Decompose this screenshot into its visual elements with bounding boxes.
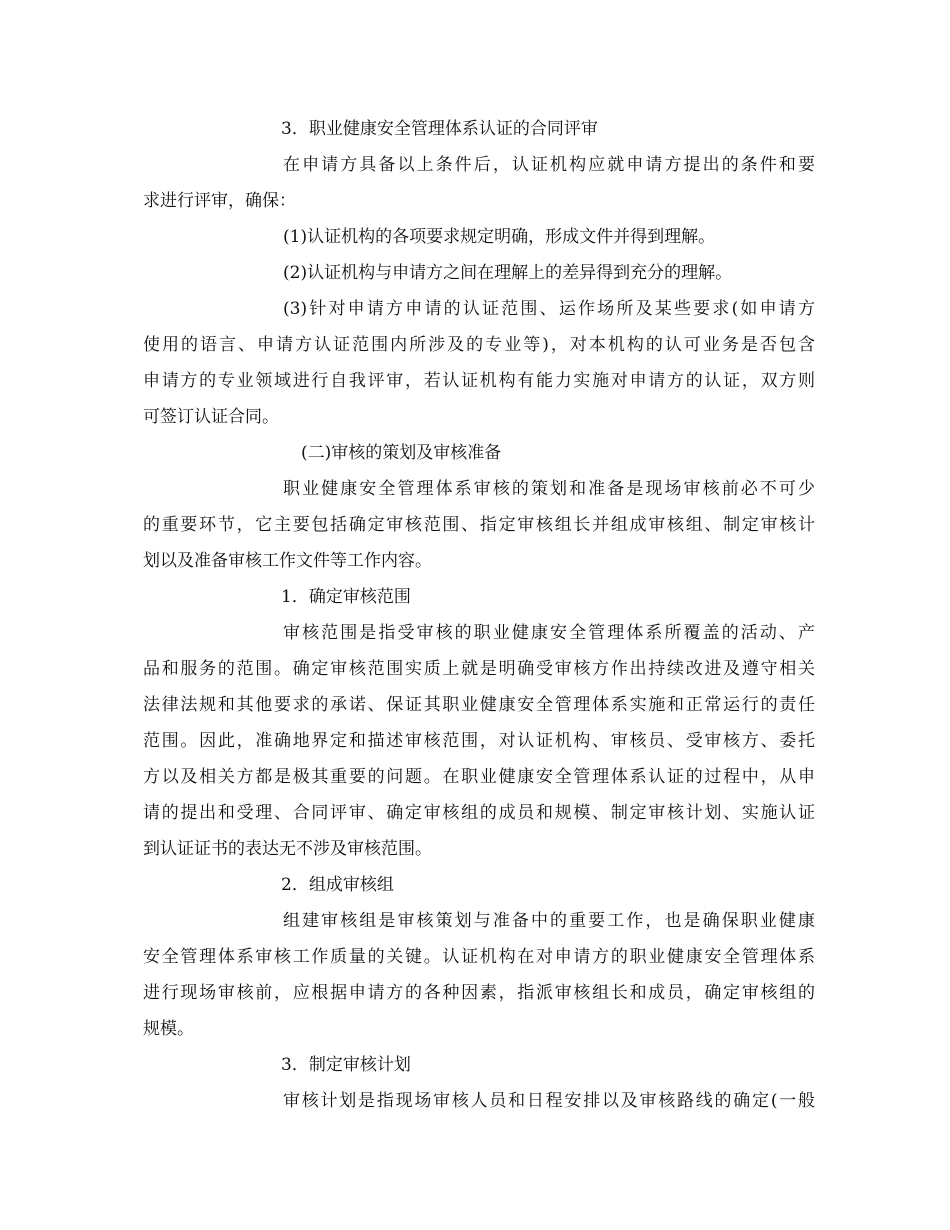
- paragraph-line: 的重要环节，它主要包括确定审核范围、指定审核组长并组成审核组、制定审核计: [143, 515, 815, 535]
- paragraph-line: 进行现场审核前，应根据申请方的各种因素，指派审核组长和成员，确定审核组的: [143, 983, 815, 1003]
- paragraph-line: 安全管理体系审核工作质量的关键。认证机构在对申请方的职业健康安全管理体系: [143, 947, 815, 967]
- paragraph-line: 请的提出和受理、合同评审、确定审核组的成员和规模、制定审核计划、实施认证: [143, 803, 815, 823]
- paragraph-line: 审核范围是指受审核的职业健康安全管理体系所覆盖的活动、产: [283, 623, 815, 643]
- paragraph-line: 划以及准备审核工作文件等工作内容。: [143, 551, 432, 571]
- paragraph-line: 品和服务的范围。确定审核范围实质上就是明确受审核方作出持续改进及遵守相关: [143, 659, 815, 679]
- heading-contract-review: 3．职业健康安全管理体系认证的合同评审: [281, 119, 598, 139]
- paragraph-line: 可签订认证合同。: [143, 407, 279, 427]
- paragraph-line: 申请方的专业领域进行自我评审，若认证机构有能力实施对申请方的认证，双方则: [143, 371, 815, 391]
- paragraph-line: 在申请方具备以上条件后，认证机构应就申请方提出的条件和要: [283, 155, 815, 175]
- paragraph-line: 法律法规和其他要求的承诺、保证其职业健康安全管理体系实施和正常运行的责任: [143, 695, 815, 715]
- paragraph-line: 方以及相关方都是极其重要的问题。在职业健康安全管理体系认证的过程中，从申: [143, 767, 815, 787]
- list-item: (3)针对申请方申请的认证范围、运作场所及某些要求(如申请方: [283, 299, 815, 319]
- paragraph-line: 职业健康安全管理体系审核的策划和准备是现场审核前必不可少: [283, 479, 815, 499]
- list-item: (1)认证机构的各项要求规定明确，形成文件并得到理解。: [283, 227, 716, 247]
- paragraph-line: 审核计划是指现场审核人员和日程安排以及审核路线的确定(一般: [283, 1091, 815, 1111]
- subheading: 2．组成审核组: [281, 875, 394, 895]
- paragraph-line: 使用的语言、申请方认证范围内所涉及的专业等)，对本机构的认可业务是否包含: [143, 335, 815, 355]
- paragraph-line: 规模。: [143, 1019, 194, 1039]
- subheading: 1．确定审核范围: [281, 587, 411, 607]
- paragraph-line: 组建审核组是审核策划与准备中的重要工作，也是确保职业健康: [283, 911, 815, 931]
- paragraph-line: 到认证证书的表达无不涉及审核范围。: [143, 839, 432, 859]
- paragraph-line: 范围。因此，准确地界定和描述审核范围，对认证机构、审核员、受审核方、委托: [143, 731, 815, 751]
- paragraph-line: 求进行评审，确保：: [143, 191, 296, 211]
- section-heading: (二)审核的策划及审核准备: [301, 443, 502, 463]
- list-item: (2)认证机构与申请方之间在理解上的差异得到充分的理解。: [283, 263, 733, 283]
- subheading: 3．制定审核计划: [281, 1055, 411, 1075]
